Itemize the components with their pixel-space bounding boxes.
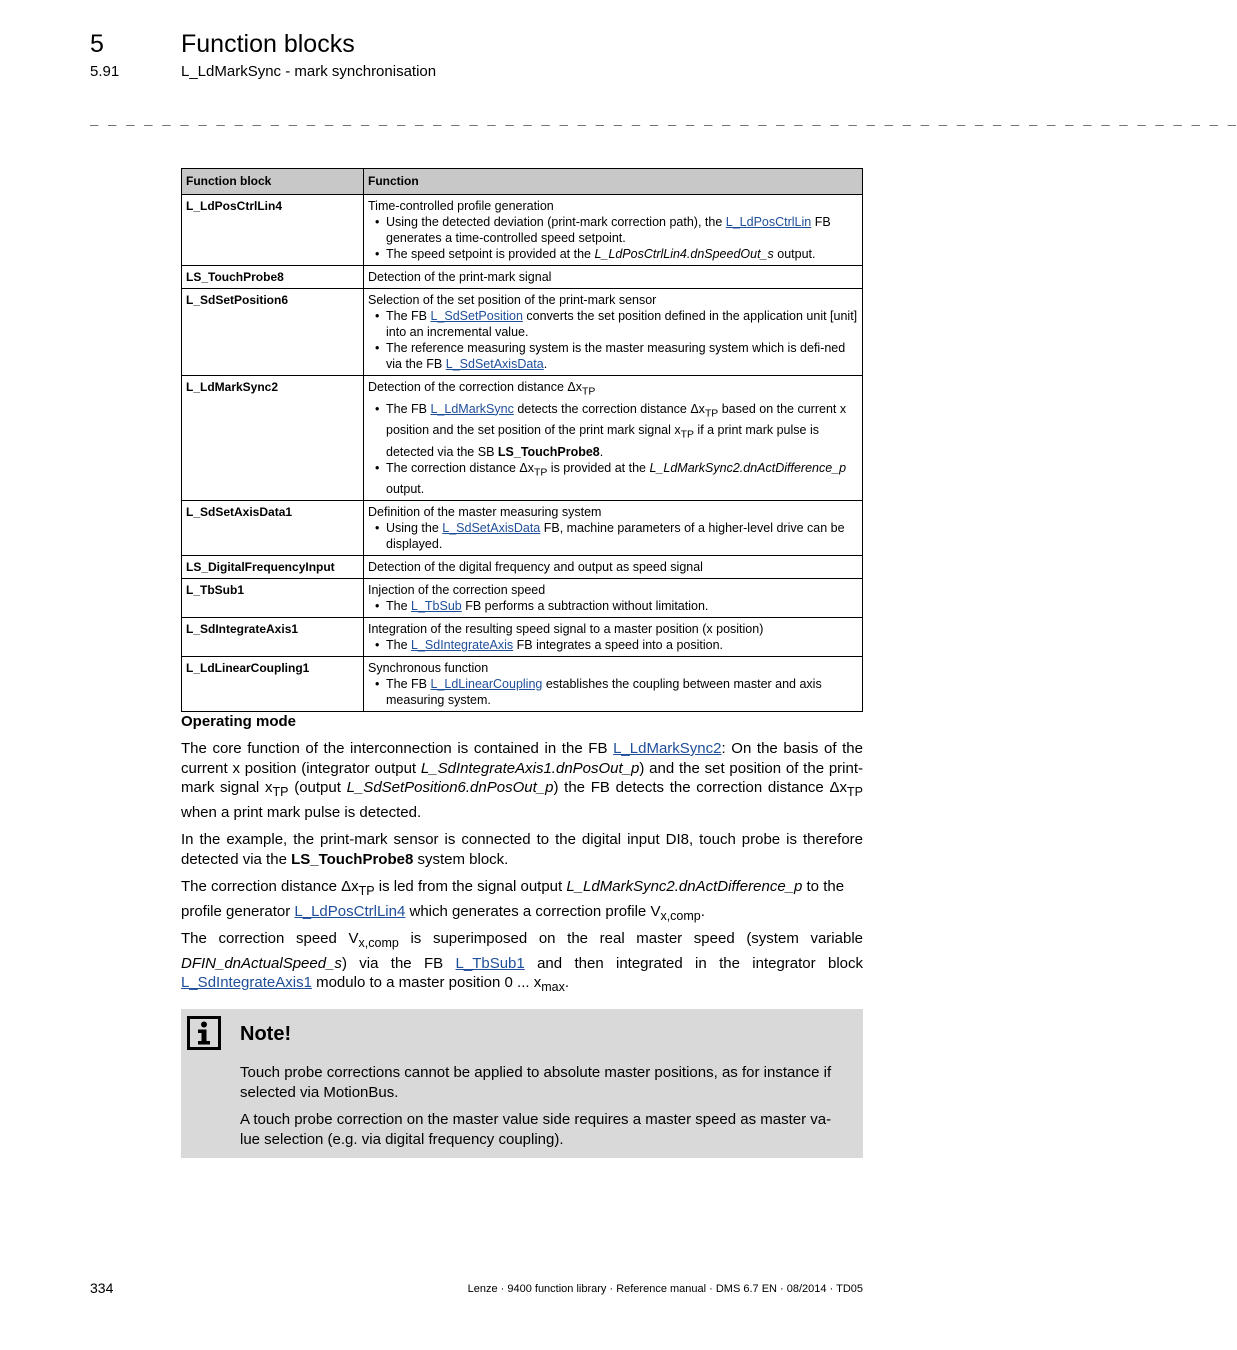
function-title: Detection of the digital frequency and output as speed signal [368, 560, 703, 574]
paragraph-correction-distance: The correction distance $\Delta x_{TP}$ is led from the signal output L_LdMarkSync2.dnActDifference_p to the profile generator L_LdPosCtrlLin4 which generates a correction profile $V_{x,comp}$. [181, 878, 845, 923]
table-row [182, 501, 863, 556]
operating-mode-heading: Operating mode [181, 713, 297, 730]
note-box [181, 1009, 863, 1158]
list-item: • The speed setpoint is provided at the L_LdPosCtrlLin4.dnSpeedOut_s output. [386, 246, 858, 262]
function-cell [364, 376, 863, 501]
note-paragraph: Touch probe corrections cannot be applied to absolute master positions, as for instance if selected via MotionBus. [240, 1064, 832, 1101]
list-item: • The L_SdIntegrateAxis FB integrates a speed into a position. [386, 637, 858, 653]
table-row [182, 289, 863, 376]
table-row [182, 556, 863, 579]
function-cell [364, 579, 863, 618]
block-name: L_LdLinearCoupling1 [182, 657, 364, 712]
paragraph-correction-speed: The correction speed $V_{x,comp}$ is superimposed on the real master speed (system variable DFIN_dnActualSpeed_s) via the FB L_TbSub1 and then integrated in the integrator block L_SdIntegrateAxis1 modulo to a master position 0 ... $x_{max}$. [181, 930, 864, 994]
function-cell [364, 501, 863, 556]
function-title: Time-controlled profile generation [368, 199, 554, 213]
table-row [182, 618, 863, 657]
list-item: • The FB L_SdSetPosition converts the set position defined in the application unit [unit] into an incremental value. [386, 308, 858, 340]
block-name: L_SdSetAxisData1 [182, 501, 364, 556]
function-cell [364, 556, 863, 579]
list-item: • The reference measuring system is the master measuring system which is defi-ned via the FB L_SdSetAxisData. [386, 340, 858, 372]
function-title: Synchronous function [368, 661, 489, 675]
link-l-ldmarksync[interactable]: L_LdMarkSync [430, 401, 514, 416]
note-paragraph: A touch probe correction on the master value side requires a master speed as master va-lue selection (e.g. via digital frequency coupling). [240, 1111, 832, 1148]
table-row [182, 657, 863, 712]
section-number: 5.91 [90, 63, 120, 80]
block-name: L_SdSetPosition6 [182, 289, 364, 376]
list-item: • Using the detected deviation (print-mark correction path), the L_LdPosCtrlLin FB generates a time-controlled speed setpoint. [386, 214, 858, 246]
table-row [182, 195, 863, 266]
function-cell [364, 266, 863, 289]
section-title: L_LdMarkSync - mark synchronisation [181, 63, 437, 80]
table-row [182, 266, 863, 289]
function-block-table [181, 168, 863, 712]
link-l-sdsetaxisdata[interactable]: L_SdSetAxisData [442, 521, 541, 535]
function-title: Definition of the master measuring system [368, 505, 602, 519]
column-header-function: Function [364, 169, 863, 195]
table-row [182, 376, 863, 501]
paragraph-touch-probe: In the example, the print-mark sensor is connected to the digital input DI8, touch probe is therefore detected via the LS_TouchProbe8 system block. [181, 831, 863, 868]
link-l-sdintegrateaxis1[interactable]: L_SdIntegrateAxis1 [181, 974, 312, 991]
function-title: Selection of the set position of the print-mark sensor [368, 293, 657, 307]
block-name: L_TbSub1 [182, 579, 364, 618]
table-header-row [182, 169, 863, 195]
block-name: LS_TouchProbe8 [182, 266, 364, 289]
page-number: 334 [90, 1280, 114, 1296]
header-separator: _ _ _ _ _ _ _ _ _ _ _ _ _ _ _ _ _ _ _ _ _ _ _ _ _ _ _ _ _ _ _ _ _ _ _ _ _ _ _ _ _ _ _ _ _ _ _ _ _ _ _ _ _ _ _ _ _ _ _ _ _ _ _ _ [90, 110, 1237, 126]
list-item: • The FB L_LdLinearCoupling establishes the coupling between master and axis measuring system. [386, 676, 858, 708]
table-row [182, 579, 863, 618]
link-l-tbsub[interactable]: L_TbSub [411, 599, 462, 613]
list-item: • The L_TbSub FB performs a subtraction without limitation. [386, 598, 858, 614]
function-cell [364, 618, 863, 657]
note-title: Note! [240, 1023, 292, 1045]
link-l-sdintegrateaxis[interactable]: L_SdIntegrateAxis [411, 638, 514, 652]
function-cell [364, 289, 863, 376]
function-title: Integration of the resulting speed signal to a master position (x position) [368, 622, 764, 636]
link-l-ldposctrllin[interactable]: L_LdPosCtrlLin [725, 215, 812, 229]
chapter-title: Function blocks [181, 30, 355, 58]
paragraph-core-function: The core function of the interconnection is contained in the FB L_LdMarkSync2: On the basis of the current x position (integrator output L_SdIntegrateAxis1.dnPosOut_p) and the set position of the print-mark signal $x_{TP}$ (output L_SdSetPosition6.dnPosOut_p) the FB detects the correction distance $\Delta x_{TP}$ when a print mark pulse is detected. [181, 740, 863, 821]
chapter-number: 5 [90, 30, 104, 58]
function-cell [364, 195, 863, 266]
list-item: • The correction distance $\Delta x_{TP}$ is provided at the L_LdMarkSync2.dnActDifference_p output. [386, 460, 858, 498]
info-icon [187, 1016, 221, 1050]
link-l-sdsetaxisdata[interactable]: L_SdSetAxisData [445, 357, 544, 371]
function-cell [364, 657, 863, 712]
footer-publisher-line: Lenze · 9400 function library · Reference manual · DMS 6.7 EN · 08/2014 · TD05 [467, 1283, 863, 1295]
block-name: L_SdIntegrateAxis1 [182, 618, 364, 657]
list-item: • Using the L_SdSetAxisData FB, machine parameters of a higher-level drive can be displayed. [386, 520, 858, 552]
link-l-ldmarksync2[interactable]: L_LdMarkSync2 [613, 740, 722, 757]
list-item: • The FB L_LdMarkSync detects the correction distance $\Delta x_{TP}$ based on the current x position and the set position of the print mark signal $x_{TP}$ if a print mark pulse is detected via the SB LS_TouchProbe8. [386, 401, 858, 460]
link-l-ldlinearcoupling[interactable]: L_LdLinearCoupling [430, 677, 543, 691]
function-title: Detection of the correction distance $\Delta x_{TP}$ [368, 380, 596, 398]
column-header-function-block: Function block [182, 169, 364, 195]
block-name: L_LdMarkSync2 [182, 376, 364, 501]
link-l-sdsetposition[interactable]: L_SdSetPosition [430, 309, 523, 323]
block-name: L_LdPosCtrlLin4 [182, 195, 364, 266]
link-l-ldposctrllin4[interactable]: L_LdPosCtrlLin4 [294, 902, 406, 920]
link-l-tbsub1[interactable]: L_TbSub1 [455, 954, 525, 972]
function-title: Injection of the correction speed [368, 583, 546, 597]
block-name: LS_DigitalFrequencyInput [182, 556, 364, 579]
function-title: Detection of the print-mark signal [368, 270, 552, 284]
